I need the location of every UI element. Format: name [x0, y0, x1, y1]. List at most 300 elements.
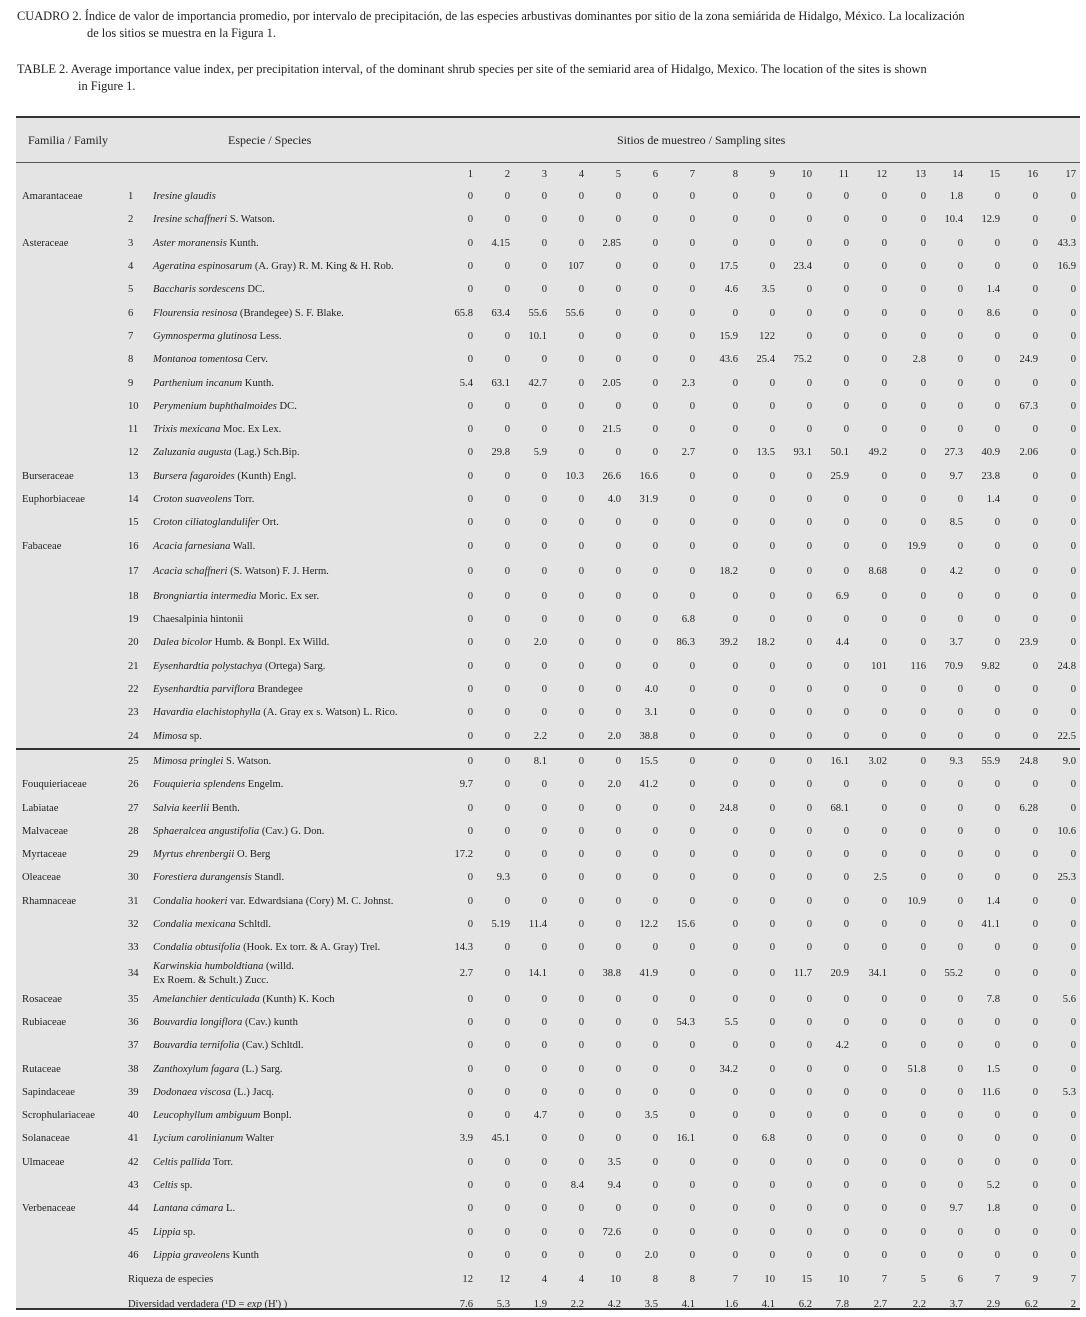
species-cell — [150, 511, 444, 534]
value-cell: 0 — [541, 1133, 547, 1145]
value-cell: 0 — [881, 330, 887, 342]
value-cell: 0 — [994, 968, 1000, 979]
value-cell: 49.2 — [868, 447, 887, 459]
value-cell: 0 — [578, 1040, 584, 1052]
table-row — [16, 631, 1080, 654]
value-cell: 0 — [578, 191, 584, 203]
value-cell: 9.3 — [496, 872, 510, 884]
family-cell — [16, 558, 120, 585]
family-cell — [16, 1220, 120, 1243]
value-cell: 0 — [689, 590, 695, 602]
value-cell: 0 — [1032, 1016, 1038, 1028]
authority: (Hook. Ex torr. & A. Gray) Trel. — [240, 942, 381, 954]
family-cell: Scrophulariaceae — [22, 1110, 95, 1122]
value-cell: 0 — [769, 214, 775, 226]
value-cell: 0 — [920, 400, 926, 412]
value-cell: 0 — [615, 400, 621, 412]
table-row — [16, 678, 1080, 701]
value-cell: 0 — [652, 993, 658, 1005]
value-cell: 0 — [732, 968, 738, 979]
value-cell: 0 — [994, 730, 1000, 742]
value-cell: 0 — [467, 400, 473, 412]
value-cell: 0 — [732, 470, 738, 482]
summary-value: 7.8 — [835, 1299, 849, 1311]
table-row — [16, 866, 1080, 889]
value-cell: 0 — [994, 1016, 1000, 1028]
summary-value: 4 — [578, 1274, 584, 1286]
family-cell — [16, 701, 120, 724]
value-cell: 0 — [541, 1156, 547, 1168]
value-cell: 0 — [689, 261, 695, 273]
value-cell: 0 — [689, 400, 695, 412]
summary-value: 7 — [1070, 1274, 1076, 1286]
value-cell: 0 — [1070, 470, 1076, 482]
value-cell: 0 — [541, 1180, 547, 1192]
value-cell: 0 — [541, 849, 547, 861]
value-cell: 0 — [504, 1203, 510, 1215]
row-number: 23 — [128, 707, 139, 719]
value-cell: 0 — [881, 802, 887, 814]
value-cell: 0 — [578, 802, 584, 814]
value-cell: 0 — [843, 660, 849, 672]
genus-name: Ageratina espinosarum — [153, 261, 253, 273]
value-cell: 0 — [615, 707, 621, 719]
value-cell: 0 — [881, 1110, 887, 1122]
row-number: 20 — [128, 637, 139, 649]
summary-value: 4 — [541, 1274, 547, 1286]
value-cell: 20.9 — [830, 968, 849, 979]
family-cell — [16, 725, 120, 749]
value-cell: 0 — [578, 517, 584, 529]
value-cell: 17.2 — [454, 849, 473, 861]
value-cell: 0 — [1070, 895, 1076, 907]
genus-name: Zanthoxylum fagara — [153, 1063, 240, 1075]
value-cell: 5.6 — [1062, 993, 1076, 1005]
genus-name: Lippia — [153, 1226, 181, 1238]
value-cell: 2.0 — [607, 779, 621, 791]
value-cell: 0 — [920, 1203, 926, 1215]
value-cell: 0 — [843, 779, 849, 791]
row-number: 24 — [128, 730, 139, 742]
value-cell: 0 — [652, 1203, 658, 1215]
value-cell: 0 — [615, 684, 621, 696]
value-cell: 0 — [994, 942, 1000, 954]
value-cell: 0 — [957, 540, 963, 552]
family-cell: Myrtaceae — [22, 849, 67, 861]
row-number: 2 — [128, 214, 134, 226]
genus-name: Amelanchier denticulada — [153, 993, 260, 1005]
value-cell: 0 — [994, 684, 1000, 696]
authority: Standl. — [251, 872, 285, 884]
value-cell: 27.3 — [944, 447, 963, 459]
value-cell: 23.4 — [793, 261, 812, 273]
species-cell — [150, 1034, 444, 1057]
value-cell: 3.1 — [644, 707, 658, 719]
table-row — [16, 936, 1080, 959]
summary-value: 3.7 — [949, 1299, 963, 1311]
authority-cont: Ex Roem. & Schult.) Zucc. — [153, 974, 269, 986]
value-cell: 31.9 — [639, 494, 658, 505]
species-cell — [150, 773, 444, 796]
value-cell: 0 — [504, 590, 510, 602]
genus-name: Acacia schaffneri — [153, 565, 228, 577]
value-cell: 5.3 — [1062, 1086, 1076, 1098]
value-cell: 0 — [881, 1226, 887, 1238]
value-cell: 0 — [541, 1016, 547, 1028]
value-cell: 0 — [689, 895, 695, 907]
table-row — [16, 1104, 1080, 1127]
value-cell: 23.9 — [1019, 637, 1038, 649]
value-cell: 0 — [1032, 1086, 1038, 1098]
value-cell: 0 — [920, 684, 926, 696]
value-cell: 0 — [806, 872, 812, 884]
value-cell: 0 — [652, 377, 658, 389]
species-cell — [150, 1057, 444, 1080]
value-cell: 0 — [504, 191, 510, 203]
value-cell: 0 — [732, 517, 738, 529]
value-cell: 0 — [881, 214, 887, 226]
authority: (S. Watson) F. J. Herm. — [227, 565, 329, 577]
value-cell: 0 — [843, 307, 849, 319]
value-cell: 0 — [652, 517, 658, 529]
value-cell: 0 — [541, 400, 547, 412]
value-cell: 0 — [689, 968, 695, 979]
value-cell: 0 — [769, 1180, 775, 1192]
value-cell: 65.8 — [454, 307, 473, 319]
summary-value: 5 — [920, 1274, 926, 1286]
value-cell: 0 — [732, 1040, 738, 1052]
value-cell: 0 — [881, 779, 887, 791]
value-cell: 0 — [994, 802, 1000, 814]
value-cell: 0 — [578, 1203, 584, 1215]
family-cell: Rutaceae — [22, 1063, 61, 1075]
value-cell: 5.19 — [491, 919, 510, 931]
value-cell: 0 — [769, 307, 775, 319]
value-cell: 0 — [652, 1016, 658, 1028]
value-cell: 0 — [1070, 400, 1076, 412]
value-cell: 86.3 — [676, 637, 695, 649]
summary-value: 7 — [994, 1274, 1000, 1286]
value-cell: 0 — [881, 307, 887, 319]
value-cell: 72.6 — [602, 1226, 621, 1238]
table-row — [16, 701, 1080, 724]
species-cell — [150, 936, 444, 959]
value-cell: 0 — [467, 354, 473, 366]
authority: (Cav.) kunth — [242, 1016, 298, 1028]
value-cell: 0 — [689, 684, 695, 696]
value-cell: 0 — [806, 1180, 812, 1192]
value-cell: 0 — [806, 1203, 812, 1215]
value-cell: 0 — [957, 872, 963, 884]
authority: Bonpl. — [260, 1110, 292, 1122]
value-cell: 26.6 — [602, 470, 621, 482]
value-cell: 0 — [689, 1110, 695, 1122]
row-number: 7 — [128, 330, 134, 342]
value-cell: 0 — [769, 825, 775, 837]
value-cell: 0 — [957, 919, 963, 931]
value-cell: 0 — [881, 707, 887, 719]
value-cell: 5.4 — [459, 377, 473, 389]
family-cell — [16, 325, 120, 348]
value-cell: 0 — [467, 637, 473, 649]
authority: Chaesalpinia hintonii — [153, 614, 244, 626]
value-cell: 0 — [578, 354, 584, 366]
value-cell: 0 — [504, 517, 510, 529]
value-cell: 0 — [652, 1063, 658, 1075]
value-cell: 0 — [467, 1203, 473, 1215]
value-cell: 0 — [994, 330, 1000, 342]
value-cell: 0 — [1070, 1133, 1076, 1145]
value-cell: 0 — [615, 919, 621, 931]
caption-spanish — [17, 8, 1083, 42]
value-cell: 0 — [541, 540, 547, 552]
value-cell: 0 — [578, 447, 584, 459]
value-cell: 41.1 — [981, 919, 1000, 931]
table-row — [16, 278, 1080, 301]
species-cell — [150, 913, 444, 936]
value-cell: 0 — [769, 1110, 775, 1122]
value-cell: 0 — [578, 400, 584, 412]
value-cell: 0 — [504, 802, 510, 814]
value-cell: 0 — [769, 802, 775, 814]
value-cell: 29.8 — [491, 447, 510, 459]
value-cell: 0 — [920, 1016, 926, 1028]
value-cell: 0 — [1032, 968, 1038, 979]
value-cell: 3.5 — [607, 1156, 621, 1168]
value-cell: 0 — [1032, 825, 1038, 837]
value-cell: 0 — [920, 517, 926, 529]
value-cell: 6.8 — [681, 614, 695, 626]
family-cell — [16, 678, 120, 701]
family-cell: Asteraceae — [22, 237, 69, 249]
value-cell: 0 — [1032, 684, 1038, 696]
site-number-11: 11 — [838, 168, 849, 180]
value-cell: 0 — [920, 590, 926, 602]
value-cell: 0 — [541, 802, 547, 814]
value-cell: 0 — [541, 590, 547, 602]
label-part: Diversidad verdadera (¹D = — [128, 1299, 248, 1311]
value-cell: 0 — [467, 424, 473, 436]
value-cell: 0 — [578, 1086, 584, 1098]
value-cell: 3.5 — [644, 1110, 658, 1122]
value-cell: 9.7 — [949, 1203, 963, 1215]
authority: (Lag.) Sch.Bip. — [231, 447, 300, 459]
value-cell: 0 — [689, 424, 695, 436]
genus-name: Bouvardia longiflora — [153, 1016, 243, 1028]
value-cell: 0 — [652, 261, 658, 273]
value-cell: 51.8 — [907, 1063, 926, 1075]
value-cell: 0 — [957, 707, 963, 719]
value-cell: 0 — [578, 214, 584, 226]
value-cell: 0 — [1032, 377, 1038, 389]
species-cell — [150, 348, 444, 371]
value-cell: 0 — [732, 1249, 738, 1261]
family-cell: Oleaceae — [22, 872, 61, 884]
authority: Kunth. — [226, 237, 259, 249]
value-cell: 1.5 — [986, 1063, 1000, 1075]
table-row — [16, 1011, 1080, 1034]
value-cell: 0 — [769, 494, 775, 505]
genus-name: Acacia farnesiana — [153, 540, 231, 552]
value-cell: 0 — [769, 1040, 775, 1052]
value-cell: 107 — [568, 261, 584, 273]
value-cell: 0 — [843, 872, 849, 884]
genus-name: Lantana cámara — [153, 1203, 224, 1215]
row-number: 38 — [128, 1063, 139, 1075]
family-cell — [16, 418, 120, 441]
value-cell: 0 — [578, 1156, 584, 1168]
value-cell: 0 — [541, 942, 547, 954]
species-cell — [150, 725, 444, 749]
species-cell — [150, 371, 444, 394]
value-cell: 0 — [1070, 1203, 1076, 1215]
species-cell — [150, 655, 444, 678]
value-cell: 0 — [994, 540, 1000, 552]
species-cell — [150, 534, 444, 557]
value-cell: 0 — [467, 1086, 473, 1098]
table-row — [16, 796, 1080, 819]
value-cell: 24.8 — [1004, 749, 1042, 773]
value-cell: 0 — [732, 1133, 738, 1145]
genus-name: Dodonaea viscosa — [153, 1086, 231, 1098]
value-cell: 0 — [615, 540, 621, 552]
genus-name: Flourensia resinosa — [153, 307, 238, 319]
value-cell: 1.8 — [986, 1203, 1000, 1215]
value-cell: 0 — [541, 993, 547, 1005]
authority: Torr. — [231, 494, 255, 505]
table-row — [16, 418, 1080, 441]
value-cell: 0 — [843, 993, 849, 1005]
row-number: 19 — [128, 614, 139, 626]
authority: (Kunth) Engl. — [234, 470, 297, 482]
value-cell: 0 — [504, 942, 510, 954]
value-cell: 0 — [689, 802, 695, 814]
value-cell: 0 — [994, 637, 1000, 649]
value-cell: 0 — [1070, 214, 1076, 226]
species-cell — [150, 608, 444, 631]
value-cell: 0 — [652, 637, 658, 649]
value-cell: 0 — [578, 707, 584, 719]
value-cell: 0 — [578, 849, 584, 861]
value-cell: 0 — [769, 872, 775, 884]
row-number: 11 — [128, 424, 139, 436]
authority: Kunth — [229, 1249, 259, 1261]
value-cell: 0 — [1070, 307, 1076, 319]
value-cell: 0 — [615, 849, 621, 861]
value-cell: 0 — [652, 1133, 658, 1145]
value-cell: 0 — [957, 895, 963, 907]
value-cell: 0 — [504, 565, 510, 577]
table-row — [16, 232, 1080, 255]
value-cell: 0 — [881, 284, 887, 296]
table-body — [16, 185, 1080, 1317]
value-cell: 0 — [806, 330, 812, 342]
value-cell: 0 — [689, 660, 695, 672]
value-cell: 0 — [467, 993, 473, 1005]
value-cell: 0 — [957, 377, 963, 389]
species-cell — [150, 1244, 444, 1267]
genus-name: Eysenhardtia polystachya — [153, 660, 263, 672]
value-cell: 0 — [615, 590, 621, 602]
value-cell: 0 — [732, 1086, 738, 1098]
species-cell — [150, 441, 444, 464]
value-cell: 0 — [1032, 191, 1038, 203]
value-cell: 0 — [467, 1040, 473, 1052]
value-cell: 0 — [504, 494, 510, 505]
value-cell: 0 — [843, 330, 849, 342]
value-cell: 0 — [467, 1249, 473, 1261]
value-cell: 75.2 — [793, 354, 812, 366]
value-cell: 0 — [467, 660, 473, 672]
summary-value: 15 — [801, 1274, 812, 1286]
value-cell: 0 — [652, 424, 658, 436]
value-cell: 10.1 — [528, 330, 547, 342]
family-cell — [16, 913, 120, 936]
summary-value: 2.7 — [873, 1299, 887, 1311]
caption-english — [17, 61, 1083, 95]
value-cell: 0 — [806, 494, 812, 505]
value-cell: 12.2 — [639, 919, 658, 931]
value-cell: 0 — [881, 825, 887, 837]
value-cell: 25.3 — [1057, 872, 1076, 884]
value-cell: 0 — [652, 447, 658, 459]
value-cell: 0 — [920, 261, 926, 273]
value-cell: 0 — [994, 1133, 1000, 1145]
authority: Wall. — [230, 540, 256, 552]
value-cell: 0 — [541, 660, 547, 672]
value-cell: 0 — [920, 1156, 926, 1168]
value-cell: 0 — [689, 1249, 695, 1261]
value-cell: 0 — [1070, 1110, 1076, 1122]
genus-name: Lippia graveolens — [153, 1249, 230, 1261]
value-cell: 0 — [732, 684, 738, 696]
value-cell: 0 — [652, 284, 658, 296]
value-cell: 16.1 — [676, 1133, 695, 1145]
row-number: 33 — [128, 942, 139, 954]
row-number: 26 — [128, 779, 139, 791]
species-cell — [150, 1197, 444, 1220]
value-cell: 0 — [578, 660, 584, 672]
value-cell: 2.05 — [602, 377, 621, 389]
value-cell: 0 — [615, 942, 621, 954]
value-cell: 0 — [615, 1203, 621, 1215]
value-cell: 0 — [615, 1133, 621, 1145]
value-cell: 2.7 — [459, 968, 473, 979]
value-cell: 0 — [994, 565, 1000, 577]
value-cell: 0 — [652, 565, 658, 577]
table-row — [16, 465, 1080, 488]
family-cell — [16, 936, 120, 959]
value-cell: 0 — [541, 214, 547, 226]
value-cell: 0 — [504, 825, 510, 837]
value-cell: 0 — [843, 191, 849, 203]
value-cell: 0 — [689, 942, 695, 954]
genus-name: Forestiera durangensis — [153, 872, 252, 884]
authority: (Cav.) Schltdl. — [239, 1040, 304, 1052]
family-cell — [16, 585, 120, 608]
site-number-14: 14 — [952, 168, 963, 180]
family-cell: Rosaceae — [22, 993, 62, 1005]
value-cell: 0 — [504, 637, 510, 649]
summary-value: 2.9 — [986, 1299, 1000, 1311]
value-cell: 0 — [806, 895, 812, 907]
value-cell: 0 — [615, 565, 621, 577]
value-cell: 0 — [769, 1016, 775, 1028]
family-cell — [16, 278, 120, 301]
row-number: 29 — [128, 849, 139, 861]
value-cell: 0 — [1070, 590, 1076, 602]
value-cell: 0 — [994, 872, 1000, 884]
